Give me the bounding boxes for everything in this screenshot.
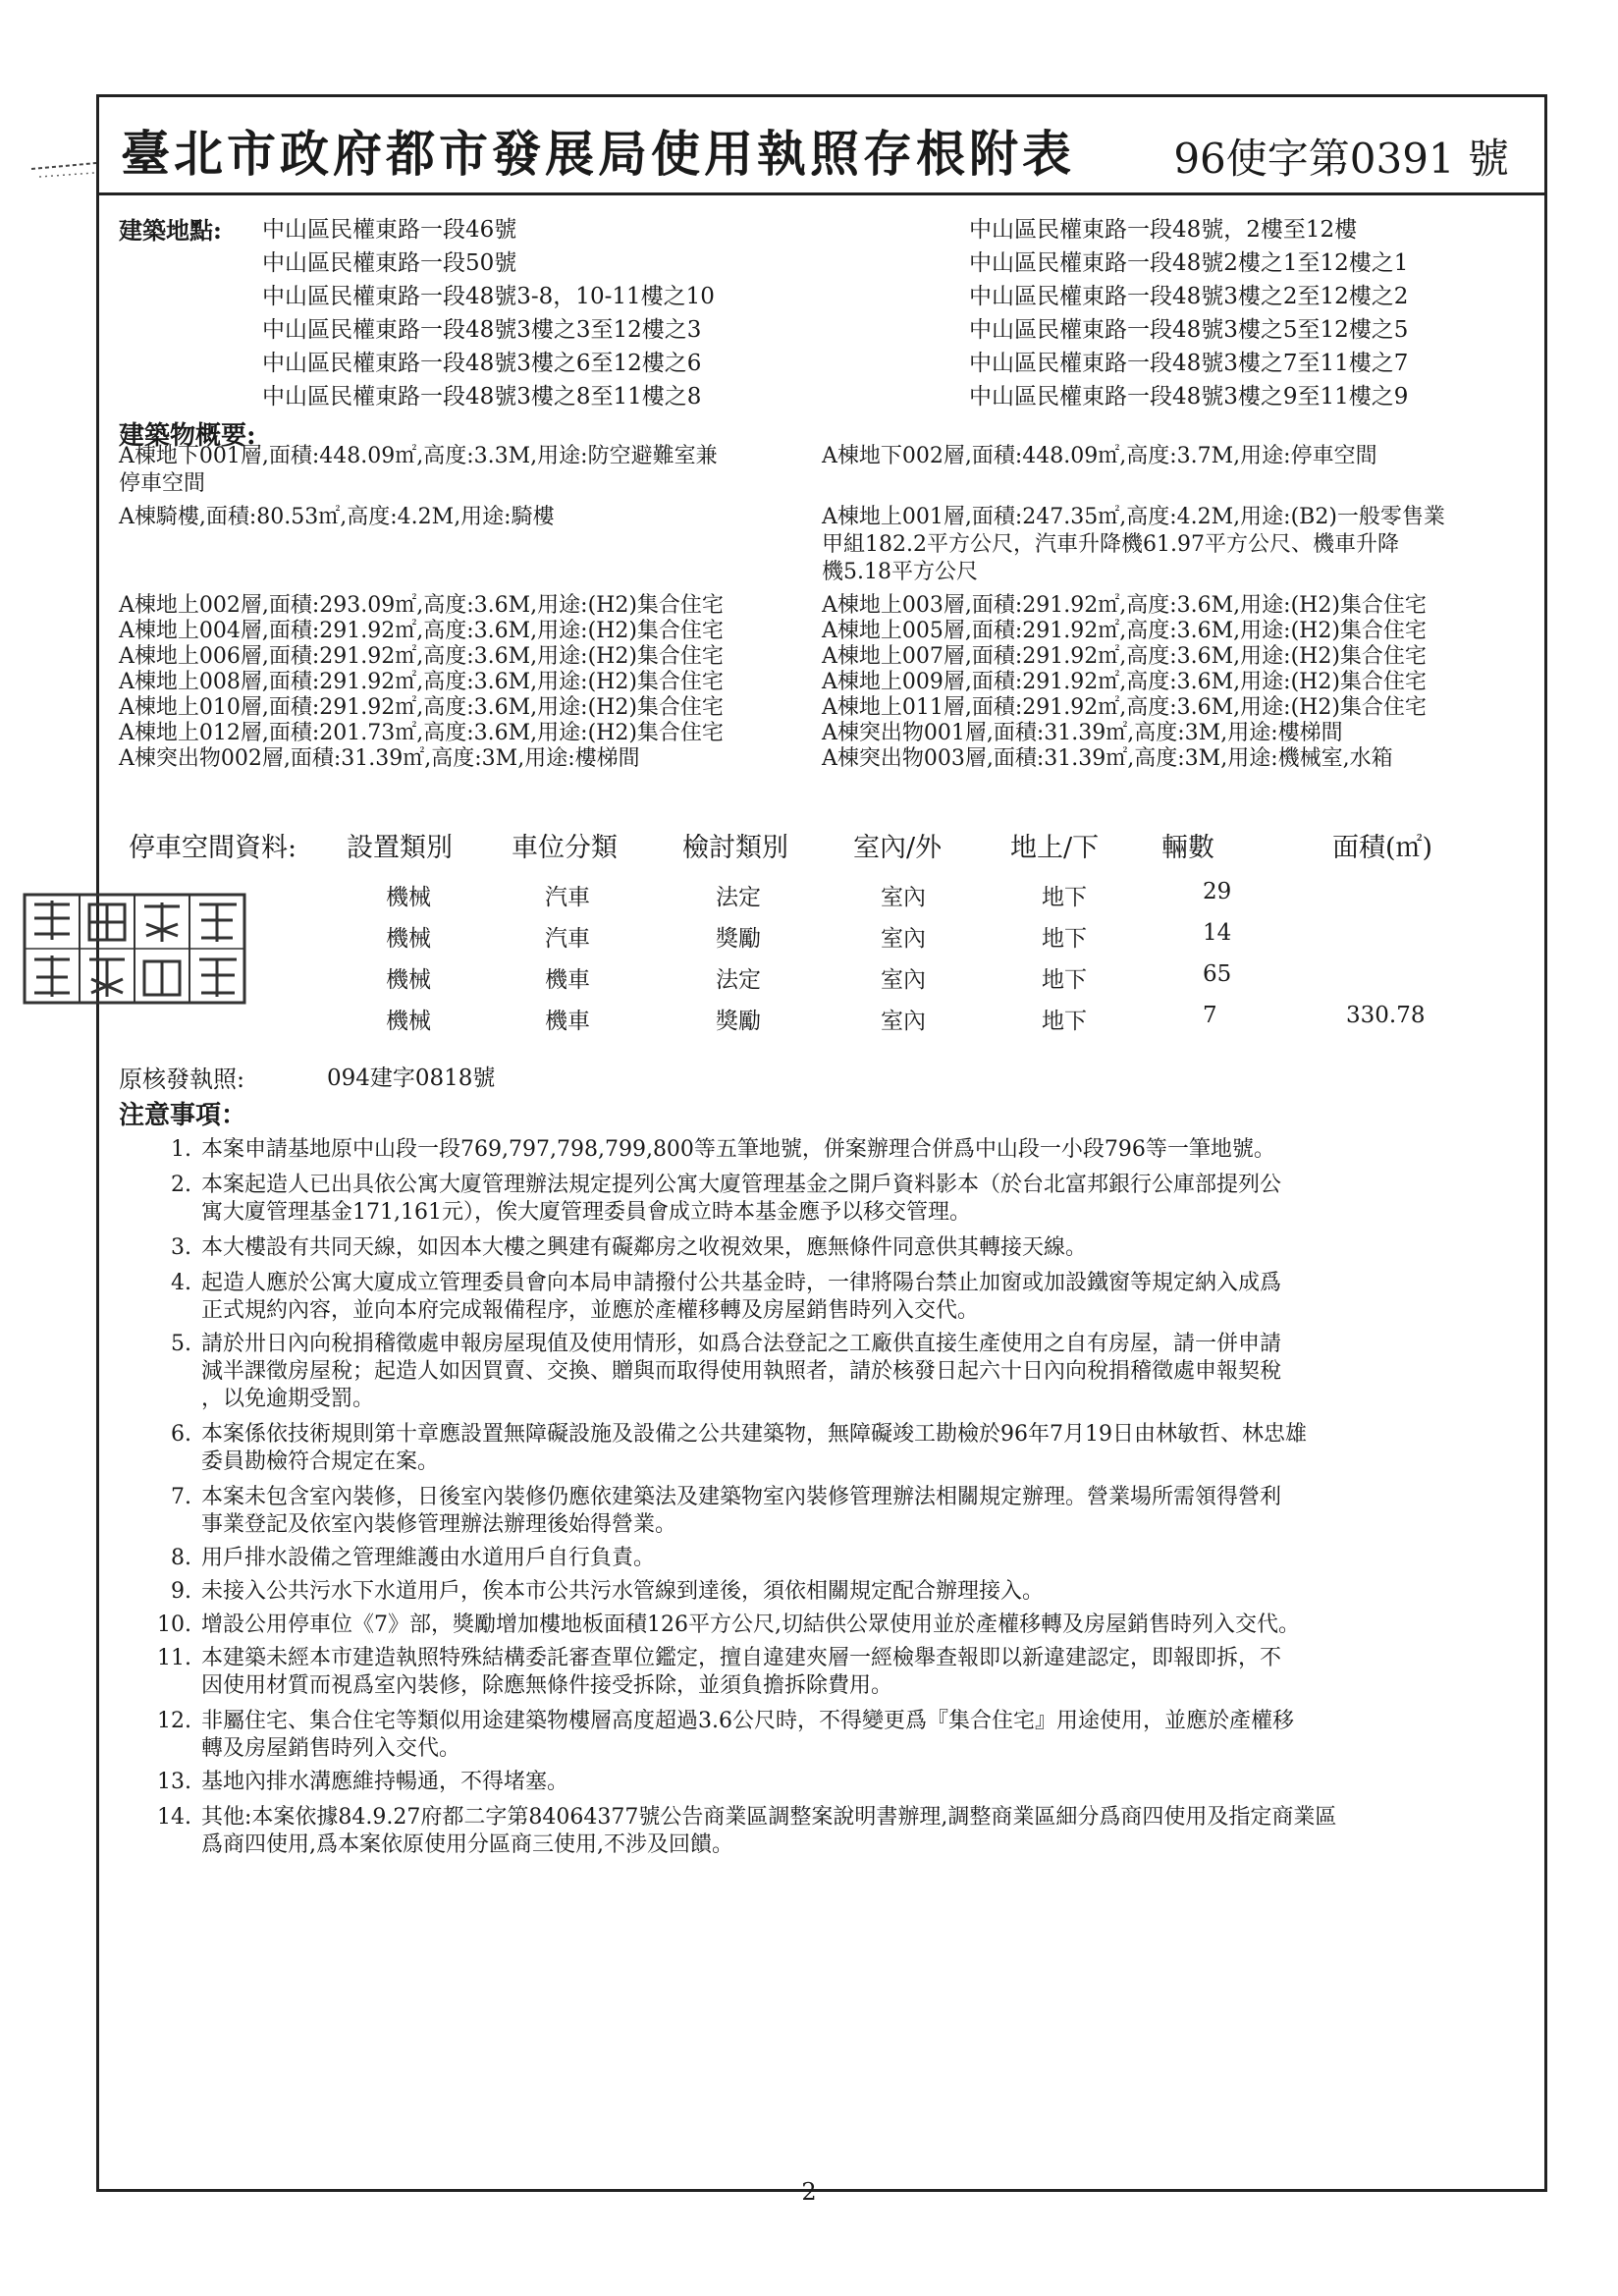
location-left-1: 中山區民權東路一段46號 (262, 217, 517, 243)
location-left-4: 中山區民權東路一段48號3樓之3至12樓之3 (262, 317, 702, 343)
note-line: 基地內排水溝應維持暢通，不得堵塞。 (201, 1770, 569, 1794)
location-right-1: 中山區民權東路一段48號，2樓至12樓 (969, 217, 1358, 243)
floor-item: A棟突出物002層,面積:31.39㎡,高度:3M,用途:樓梯間 (119, 746, 640, 771)
note-number: 12. (157, 1709, 191, 1733)
parking-cell: 14 (1203, 920, 1232, 946)
floor-1-line-3: 機5.18平方公尺 (822, 560, 978, 584)
note-number: 11. (157, 1646, 191, 1670)
parking-cell: 室內 (881, 1009, 926, 1034)
document-header (99, 97, 1544, 195)
basement-1-line-2: 停車空間 (119, 471, 206, 496)
parking-col-header: 檢討類別 (682, 833, 788, 863)
location-right-6: 中山區民權東路一段48號3樓之9至11樓之9 (969, 384, 1409, 410)
floor-item: A棟地上005層,面積:291.92㎡,高度:3.6M,用途:(H2)集合住宅 (822, 619, 1427, 643)
note-line: 事業登記及依室內裝修管理辦法辦理後始得營業。 (201, 1512, 677, 1537)
basement-2: A棟地下002層,面積:448.09㎡,高度:3.7M,用途:停車空間 (822, 444, 1377, 468)
parking-cell: 室內 (881, 926, 926, 952)
location-left-5: 中山區民權東路一段48號3樓之6至12樓之6 (262, 351, 702, 376)
original-license-label: 原核發執照: (119, 1066, 245, 1093)
parking-cell: 29 (1203, 879, 1232, 904)
location-right-2: 中山區民權東路一段48號2樓之1至12樓之1 (969, 250, 1409, 276)
floor-item: A棟突出物003層,面積:31.39㎡,高度:3M,用途:機械室,水箱 (822, 746, 1393, 771)
note-line: 本大樓設有共同天線，如因本大樓之興建有礙鄰房之收視效果，應無條件同意供其轉接天線。 (201, 1235, 1088, 1260)
note-number: 4. (171, 1271, 191, 1295)
parking-cell: 機車 (545, 967, 590, 993)
parking-cell: 汽車 (545, 926, 590, 952)
floor-item: A棟突出物001層,面積:31.39㎡,高度:3M,用途:樓梯間 (822, 721, 1343, 745)
parking-cell: 獎勵 (716, 1009, 761, 1034)
parking-cell: 地下 (1042, 885, 1087, 910)
floor-item: A棟地上006層,面積:291.92㎡,高度:3.6M,用途:(H2)集合住宅 (119, 644, 724, 669)
note-number: 7. (171, 1485, 191, 1509)
note-line: 轉及房屋銷售時列入交代。 (201, 1736, 461, 1761)
parking-cell: 法定 (716, 967, 761, 993)
note-line: 因使用材質而視爲室內裝修，除應無條件接受拆除，並須負擔拆除費用。 (201, 1673, 893, 1698)
note-number: 5. (171, 1332, 191, 1356)
parking-cell: 獎勵 (716, 926, 761, 952)
parking-col-header: 車位分類 (512, 833, 618, 863)
location-right-3: 中山區民權東路一段48號3樓之2至12樓之2 (969, 284, 1409, 309)
floor-item: A棟地上003層,面積:291.92㎡,高度:3.6M,用途:(H2)集合住宅 (822, 593, 1427, 618)
parking-label: 停車空間資料: (129, 833, 297, 863)
note-line: 委員勘檢符合規定在案。 (201, 1449, 440, 1474)
note-line: 未接入公共污水下水道用戶，俟本市公共污水管線到達後，須依相關規定配合辦理接入。 (201, 1579, 1045, 1604)
official-seal-stamp (21, 891, 248, 1007)
location-right-4: 中山區民權東路一段48號3樓之5至12樓之5 (969, 317, 1409, 343)
note-line: 正式規約內容，並向本府完成報備程序，並應於產權移轉及房屋銷售時列入交代。 (201, 1298, 980, 1323)
parking-cell: 汽車 (545, 885, 590, 910)
location-left-2: 中山區民權東路一段50號 (262, 250, 517, 276)
parking-cell: 室內 (881, 967, 926, 993)
parking-col-header: 室內/外 (853, 833, 943, 863)
note-line: 請於卅日內向稅捐稽徵處申報房屋現值及使用情形，如爲合法登記之工廠供直接生產使用之自有房屋，請一併申請 (201, 1332, 1282, 1356)
floor-item: A棟地上011層,面積:291.92㎡,高度:3.6M,用途:(H2)集合住宅 (822, 695, 1427, 720)
building-summary-label: 建築物概要: (119, 421, 256, 451)
floor-item: A棟地上002層,面積:293.09㎡,高度:3.6M,用途:(H2)集合住宅 (119, 593, 724, 618)
parking-col-header: 設置類別 (347, 833, 453, 863)
floor-item: A棟地上009層,面積:291.92㎡,高度:3.6M,用途:(H2)集合住宅 (822, 670, 1427, 694)
note-number: 1. (171, 1137, 191, 1162)
note-number: 8. (171, 1546, 191, 1570)
floor-1-line-2: 甲組182.2平方公尺，汽車升降機61.97平方公尺、機車升降 (822, 532, 1399, 557)
floor-item: A棟地上010層,面積:291.92㎡,高度:3.6M,用途:(H2)集合住宅 (119, 695, 724, 720)
parking-cell: 地下 (1042, 1009, 1087, 1034)
note-number: 3. (171, 1235, 191, 1260)
parking-cell: 機械 (386, 926, 431, 952)
license-number: 96使字第0391 號 (1173, 135, 1509, 183)
note-number: 6. (171, 1422, 191, 1447)
notes-label: 注意事項： (119, 1101, 247, 1130)
note-number: 14. (157, 1805, 191, 1830)
note-line: 減半課徵房屋稅；起造人如因買賣、交換、贈與而取得使用執照者，請於核發日起六十日內向稅捐稽徵處申報契稅 (201, 1359, 1282, 1384)
note-line: 用戶排水設備之管理維護由水道用戶自行負責。 (201, 1546, 656, 1570)
note-number: 2. (171, 1173, 191, 1197)
note-number: 13. (157, 1770, 191, 1794)
location-label: 建築地點: (119, 216, 222, 245)
floor-item: A棟地上008層,面積:291.92㎡,高度:3.6M,用途:(H2)集合住宅 (119, 670, 724, 694)
note-line: 非屬住宅、集合住宅等類似用途建築物樓層高度超過3.6公尺時，不得變更爲『集合住宅』用途使用，並應於產權移 (201, 1709, 1294, 1733)
parking-cell: 機械 (386, 967, 431, 993)
location-right-5: 中山區民權東路一段48號3樓之7至11樓之7 (969, 351, 1409, 376)
parking-cell: 地下 (1042, 967, 1087, 993)
document-frame (96, 94, 1547, 2192)
arcade: A棟騎樓,面積:80.53㎡,高度:4.2M,用途:騎樓 (119, 505, 555, 529)
basement-1-line-1: A棟地下001層,面積:448.09㎡,高度:3.3M,用途:防空避難室兼 (119, 444, 718, 468)
scan-margin-marks (29, 147, 98, 187)
note-line: 本案係依技術規則第十章應設置無障礙設施及設備之公共建築物，無障礙竣工勘檢於96年7月19日由林敏哲、林忠雄 (201, 1422, 1307, 1447)
parking-col-header: 地上/下 (1010, 833, 1100, 863)
floor-item: A棟地上012層,面積:201.73㎡,高度:3.6M,用途:(H2)集合住宅 (119, 721, 724, 745)
note-line: 本案未包含室內裝修，日後室內裝修仍應依建築法及建築物室內裝修管理辦法相關規定辦理。營業場所需領得營利 (201, 1485, 1282, 1509)
note-line: 本建築未經本市建造執照特殊結構委託審查單位鑑定，擅自違建夾層一經檢舉查報即以新違建認定，即報即拆，不 (201, 1646, 1282, 1670)
floor-item: A棟地上007層,面積:291.92㎡,高度:3.6M,用途:(H2)集合住宅 (822, 644, 1427, 669)
note-line: 增設公用停車位《7》部，獎勵增加樓地板面積126平方公尺,切結供公眾使用並於產權移轉及房屋銷售時列入交代。 (201, 1613, 1300, 1637)
parking-cell: 機械 (386, 885, 431, 910)
location-left-3: 中山區民權東路一段48號3-8，10-11樓之10 (262, 284, 715, 309)
location-left-6: 中山區民權東路一段48號3樓之8至11樓之8 (262, 384, 702, 410)
parking-cell: 330.78 (1346, 1003, 1426, 1028)
floor-1-line-1: A棟地上001層,面積:247.35㎡,高度:4.2M,用途:(B2)一般零售業 (822, 505, 1445, 529)
parking-cell: 機械 (386, 1009, 431, 1034)
note-line: 起造人應於公寓大廈成立管理委員會向本局申請撥付公共基金時，一律將陽台禁止加窗或加設鐵窗等規定納入成爲 (201, 1271, 1282, 1295)
note-number: 10. (157, 1613, 191, 1637)
note-number: 9. (171, 1579, 191, 1604)
original-license-value: 094建字0818號 (327, 1066, 496, 1091)
parking-cell: 65 (1203, 961, 1232, 987)
floor-item: A棟地上004層,面積:291.92㎡,高度:3.6M,用途:(H2)集合住宅 (119, 619, 724, 643)
parking-cell: 法定 (716, 885, 761, 910)
note-line: 爲商四使用,爲本案依原使用分區商三使用,不涉及回饋。 (201, 1832, 733, 1857)
note-line: 本案申請基地原中山段一段769,797,798,799,800等五筆地號，併案辦理合併爲中山段一小段796等一筆地號。 (201, 1137, 1275, 1162)
parking-cell: 7 (1203, 1003, 1217, 1028)
note-line: ，以免逾期受罰。 (201, 1387, 375, 1411)
parking-col-header: 輛數 (1161, 833, 1214, 863)
page-number: 2 (801, 2178, 817, 2206)
parking-cell: 機車 (545, 1009, 590, 1034)
parking-cell: 地下 (1042, 926, 1087, 952)
note-line: 本案起造人已出具依公寓大廈管理辦法規定提列公寓大廈管理基金之開戶資料影本（於台北富邦銀行公庫部提列公 (201, 1173, 1282, 1197)
note-line: 其他:本案依據84.9.27府都二字第84064377號公告商業區調整案說明書辦理,調整商業區細分爲商四使用及指定商業區 (201, 1805, 1337, 1830)
parking-cell: 室內 (881, 885, 926, 910)
note-line: 寓大廈管理基金171,161元），俟大廈管理委員會成立時本基金應予以移交管理。 (201, 1200, 971, 1225)
parking-col-header: 面積(㎡) (1332, 833, 1433, 863)
document-title: 臺北市政府都市發展局使用執照存根附表 (121, 125, 1075, 183)
